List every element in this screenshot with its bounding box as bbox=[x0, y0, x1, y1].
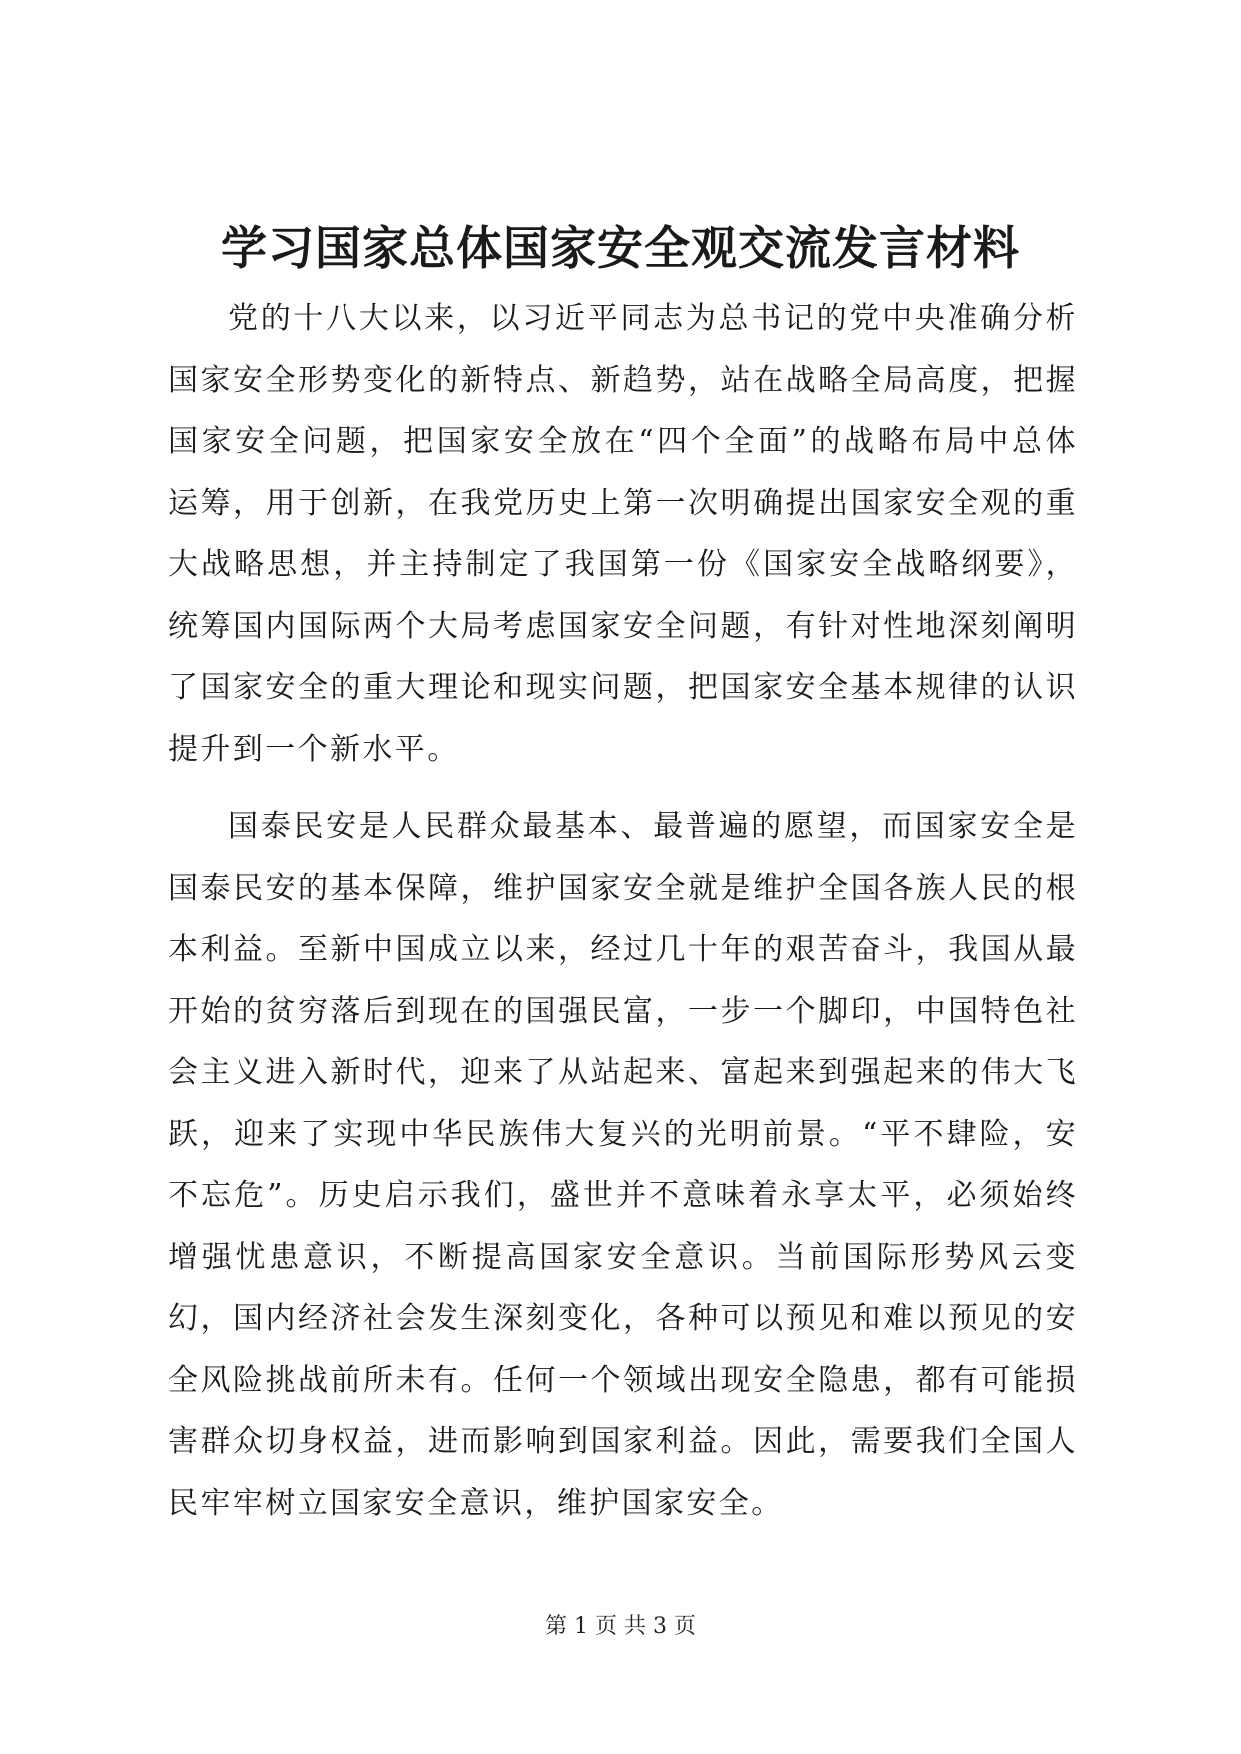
paragraph-2: 国泰民安是人民群众最基本、最普遍的愿望，而国家安全是国泰民安的基本保障，维护国家安全就是维护全国各族人民的根本利益。至新中国成立以来，经过几十年的艰苦奋斗，我国从最开始的贫穷落后到现在的国强民富，一步一个脚印，中国特色社会主义进入新时代，迎来了从站起来、富起来到强起来的伟大飞跃，迎来了实现中华民族伟大复兴的光明前景。“平不肆险，安不忘危”。历史启示我们，盛世并不意味着永享太平，必须始终增强忧患意识，不断提高国家安全意识。当前国际形势风云变幻，国内经济社会发生深刻变化，各种可以预见和难以预见的安全风险挑战前所未有。任何一个领域出现安全隐患，都有可能损害群众切身权益，进而影响到国家利益。因此，需要我们全国人民牢牢树立国家安全意识，维护国家安全。 bbox=[168, 809, 1078, 1521]
document-title: 学习国家总体国家安全观交流发言材料 bbox=[221, 221, 1020, 275]
page-number-footer: 第 1 页 共 3 页 bbox=[545, 1614, 696, 1639]
paragraph-1: 党的十八大以来，以习近平同志为总书记的党中央准确分析国家安全形势变化的新特点、新趋势，站在战略全局高度，把握国家安全问题，把国家安全放在“四个全面”的战略布局中总体运筹，用于创新，在我党历史上第一次明确提出国家安全观的重大战略思想，并主持制定了我国第一份《国家安全战略纲要》，统筹国内国际两个大局考虑国家安全问题，有针对性地深刻阐明了国家安全的重大理论和现实问题，把国家安全基本规律的认识提升到一个新水平。 bbox=[168, 301, 1078, 767]
document-body bbox=[168, 288, 1078, 1534]
